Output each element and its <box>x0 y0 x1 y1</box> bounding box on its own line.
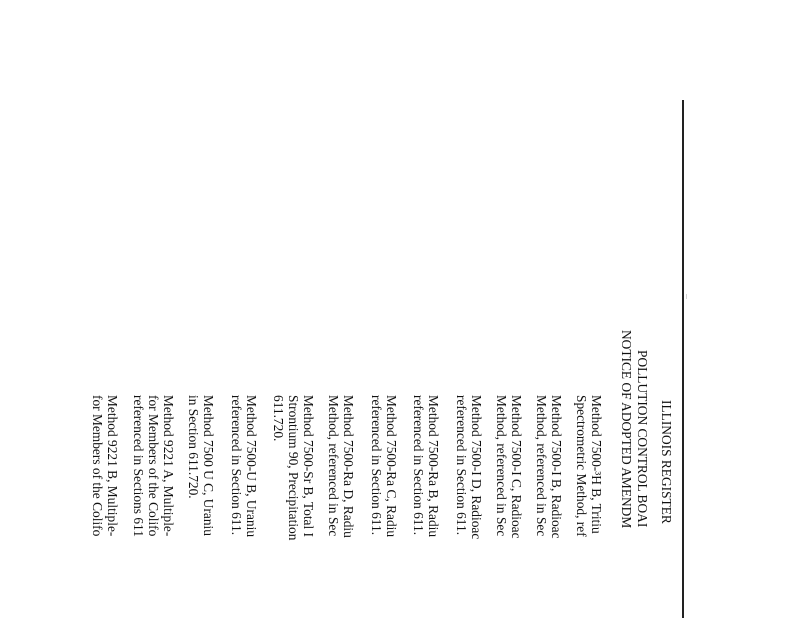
notice-heading: NOTICE OF ADOPTED AMENDM <box>619 330 634 529</box>
entry-line: Method 7500-Ra D, Radiu <box>341 395 356 538</box>
entry-line: Strontium 90, Precipitation <box>286 395 301 541</box>
agency-name: POLLUTION CONTROL BOAI <box>635 350 650 528</box>
header-rule-left <box>683 100 685 310</box>
entry-line: for Members of the Colifo <box>90 395 105 537</box>
entry-line: 611.720. <box>271 395 286 442</box>
entry-line: referenced in Section 611. <box>454 395 469 536</box>
rotated-text-block <box>85 0 688 618</box>
entry-line: Spectrometric Method, ref <box>574 395 589 537</box>
entry-line: Method 7500-I D, Radioac <box>469 395 484 540</box>
entry-line: in Section 611.720. <box>186 395 201 499</box>
header-rule-right <box>683 310 685 618</box>
page-marker: — <box>683 294 688 299</box>
entry-line: referenced in Sections 611 <box>131 395 146 537</box>
entry-line: Method 7500-Ra C, Radiu <box>384 395 399 538</box>
entry-line: Method, referenced in Sec <box>534 395 549 537</box>
entry-line: Method 7500-I B, Radioac <box>549 395 564 539</box>
entry-line: Method 7500 U C, Uraniu <box>201 395 216 536</box>
entry-line: referenced in Section 611. <box>229 395 244 536</box>
register-title: ILLINOIS REGISTER <box>659 400 674 524</box>
entry-line: Method 9221 A, Multiple- <box>161 395 176 537</box>
entry-line: Method, referenced in Sec <box>494 395 509 537</box>
entry-line: referenced in Section 611. <box>369 395 384 536</box>
entry-line: for Members of the Colifo <box>146 395 161 537</box>
entry-line: Method 9221 B, Multiple- <box>105 395 120 537</box>
entry-line: Method, referenced in Sec <box>326 395 341 537</box>
entry-line: Method 7500-Ra B, Radiu <box>426 395 441 538</box>
entry-line: Method 7500-Sr B, Total I <box>301 395 316 538</box>
entry-line: Method 7500-I C, Radioac <box>509 395 524 539</box>
entry-line: Method 7500-U B, Uraniu <box>244 395 259 538</box>
entry-line: referenced in Section 611. <box>411 395 426 536</box>
entry-line: Method 7500-³H B, Tritiu <box>589 395 604 534</box>
